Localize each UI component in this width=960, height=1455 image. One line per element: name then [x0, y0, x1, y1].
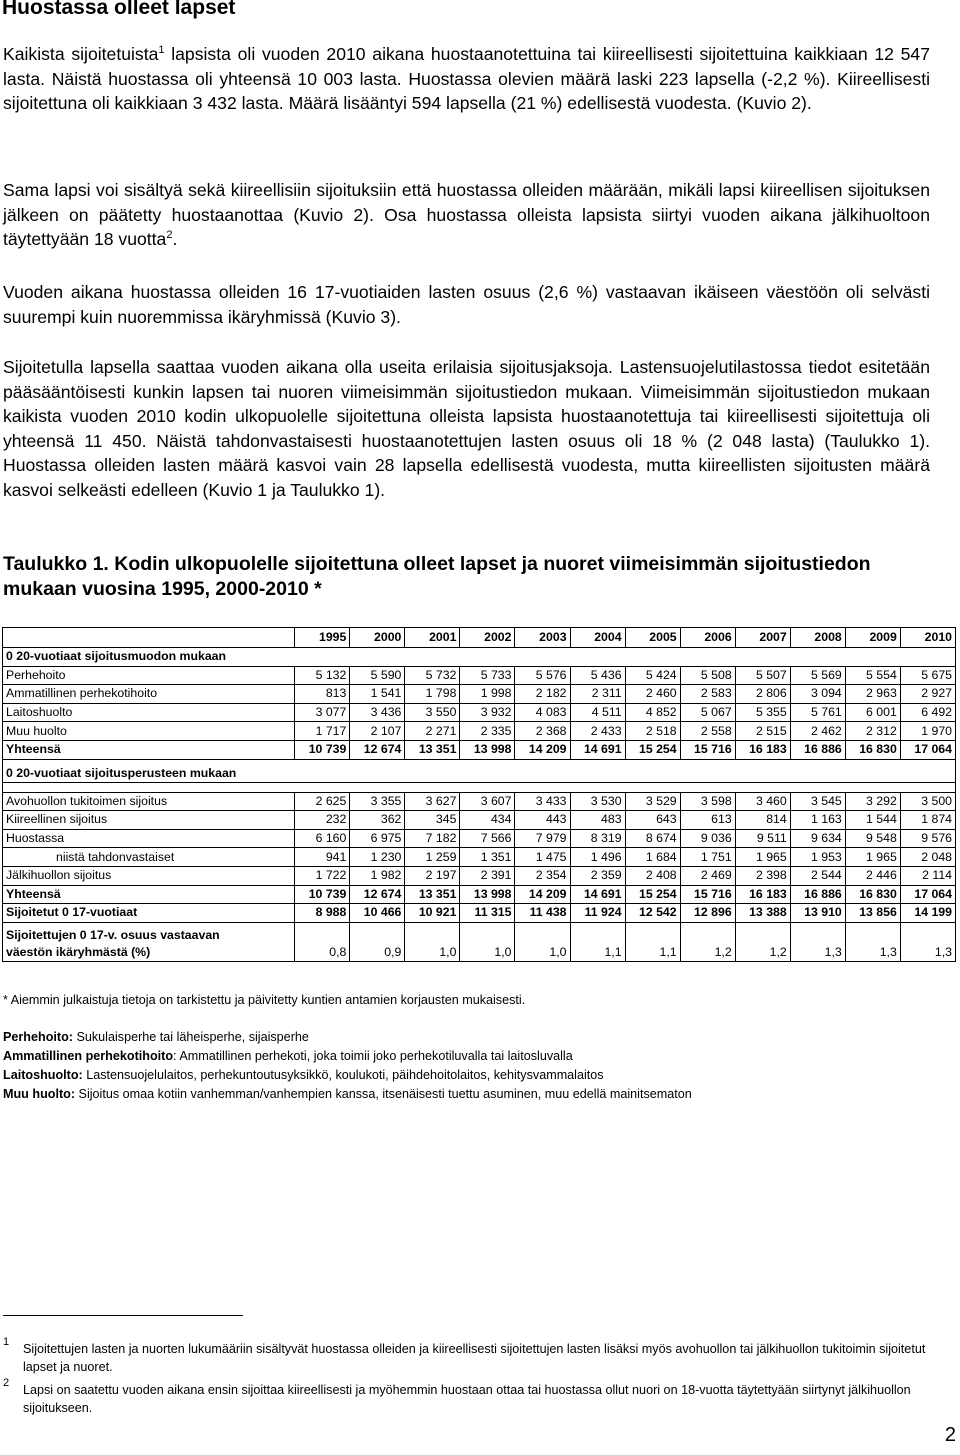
- paragraph-2: [3, 178, 930, 252]
- table-row: [3, 885, 956, 904]
- row-label-text: Jälkihuollon sijoitus: [6, 868, 112, 883]
- table-cell: 10 739: [295, 885, 350, 904]
- table-cell: 16 183: [735, 885, 790, 904]
- table-cell: 16 830: [845, 885, 900, 904]
- table-cell: 2 433: [570, 722, 625, 741]
- table-cell: 5 569: [790, 666, 845, 685]
- footnote-2-mark: 2: [3, 1377, 10, 1389]
- definition-term: Laitoshuolto:: [3, 1068, 83, 1082]
- table-cell: 1 982: [350, 866, 405, 885]
- table-cell: 443: [515, 811, 570, 830]
- table-row: [3, 666, 956, 685]
- table-cell: 13 388: [735, 904, 790, 923]
- table-row: [3, 685, 956, 704]
- definition-text: : Ammatillinen perhekoti, joka toimii joko perhekotiluvalla tai laitosluvalla: [173, 1049, 573, 1063]
- footnote-2: [3, 1377, 938, 1417]
- table-cell: 2 469: [680, 866, 735, 885]
- table-cell: 1 965: [735, 848, 790, 867]
- table-cell: 5 590: [350, 666, 405, 685]
- table-cell: 1 684: [625, 848, 680, 867]
- table-cell: 14 691: [570, 885, 625, 904]
- table-row: [3, 866, 956, 885]
- table-cell: 2 312: [845, 722, 900, 741]
- row-label: Muu huolto: [3, 722, 295, 741]
- table-cell: 2 963: [845, 685, 900, 704]
- table-row: [3, 703, 956, 722]
- paragraph-4: Sijoitetulla lapsella saattaa vuoden aikana olla useita erilaisia sijoitusjaksoja. Lastensuojelutilastossa tiedot esitetään pääsääntöisesti kunkin lapsen tai nuoren viimeisimmän sijoitustiedon mukaan. Viimeisimmän sijoitustiedon mukaan kaikista vuoden 2010 kodin ulkopuolelle sijoitettuna olleista lapsista huostaanotettuja tai kiireellisesti sijoitettuja oli yhteensä 11 450. Näistä tahdonvastaisesti huostaanotettujen lasten osuus oli 18 % (2 048 lasta) (Taulukko 1). Huostassa olleiden lasten määrä kasvoi vain 28 lapsella edellisestä vuodesta, mutta kiireellisten sijoitusten määrä kasvoi selkeästi edelleen (Kuvio 1 ja Taulukko 1).: [3, 357, 930, 500]
- year-header: 2007: [735, 628, 790, 648]
- table-row: [3, 811, 956, 830]
- table-cell: 1,1: [570, 922, 625, 961]
- table-cell: 2 518: [625, 722, 680, 741]
- row-label: [3, 848, 295, 867]
- table-cell: 2 408: [625, 866, 680, 885]
- table-cell: 5 424: [625, 666, 680, 685]
- table-cell: 5 067: [680, 703, 735, 722]
- table-cell: 4 852: [625, 703, 680, 722]
- table-cell: 5 507: [735, 666, 790, 685]
- table-cell: 1 874: [900, 811, 955, 830]
- year-header: 2009: [845, 628, 900, 648]
- table-cell: 1 351: [460, 848, 515, 867]
- table-caption-label: Taulukko 1.: [3, 553, 109, 575]
- year-header: 2001: [405, 628, 460, 648]
- table-cell: 13 351: [405, 885, 460, 904]
- table-cell: 17 064: [900, 885, 955, 904]
- definition-text: Lastensuojelulaitos, perhekuntoutusyksikkö, koulukoti, päihdehoitolaitos, kehitysvammalaitos: [82, 1068, 604, 1082]
- table-cell: 2 182: [515, 685, 570, 704]
- definition-term: Ammatillinen perhekotihoito: [3, 1049, 174, 1063]
- table-cell: 11 438: [515, 904, 570, 923]
- table-cell: 10 739: [295, 740, 350, 759]
- table-cell: 1,0: [460, 922, 515, 961]
- table-cell: 362: [350, 811, 405, 830]
- table-cell: 0,9: [350, 922, 405, 961]
- table-row: [3, 722, 956, 741]
- row-label-text: Huostassa: [6, 831, 65, 846]
- table-cell: 3 530: [570, 792, 625, 811]
- table-cell: 5 436: [570, 666, 625, 685]
- table-row: [3, 904, 956, 923]
- table-cell: 3 355: [350, 792, 405, 811]
- definition-term: Muu huolto:: [3, 1087, 76, 1101]
- row-label-text: Sijoitetut 0 17-vuotiaat: [6, 905, 138, 920]
- table-cell: 3 077: [295, 703, 350, 722]
- table-cell: 1,2: [680, 922, 735, 961]
- table-cell: 3 433: [515, 792, 570, 811]
- table-cell: 1 970: [900, 722, 955, 741]
- footnote-ref-2: 2: [166, 229, 173, 242]
- table-cell: 14 209: [515, 885, 570, 904]
- table-cell: 1 163: [790, 811, 845, 830]
- table-cell: 9 634: [790, 829, 845, 848]
- table-cell: 813: [295, 685, 350, 704]
- table-cell: 16 886: [790, 740, 845, 759]
- row-label-text: Yhteensä: [6, 886, 61, 901]
- table-cell: 941: [295, 848, 350, 867]
- table-cell: 814: [735, 811, 790, 830]
- paragraph-1: [3, 42, 930, 116]
- table-cell: 1,0: [405, 922, 460, 961]
- table-cell: 2 806: [735, 685, 790, 704]
- table-cell: 3 292: [845, 792, 900, 811]
- table-cell: 11 924: [570, 904, 625, 923]
- table-cell: 2 311: [570, 685, 625, 704]
- table-cell: 9 576: [900, 829, 955, 848]
- data-table: [2, 627, 956, 962]
- table-cell: 6 492: [900, 703, 955, 722]
- table-cell: 2 271: [405, 722, 460, 741]
- table-cell: 483: [570, 811, 625, 830]
- table-cell: 643: [625, 811, 680, 830]
- table-cell: 2 544: [790, 866, 845, 885]
- table-caption: [3, 552, 903, 602]
- row-label: Ammatillinen perhekotihoito: [3, 685, 295, 704]
- year-header: 2002: [460, 628, 515, 648]
- table-cell: 16 830: [845, 740, 900, 759]
- table-cell: 2 335: [460, 722, 515, 741]
- table-cell: 1,3: [790, 922, 845, 961]
- table-cell: 12 674: [350, 740, 405, 759]
- table-cell: 2 460: [625, 685, 680, 704]
- table-cell: 15 254: [625, 740, 680, 759]
- table-section-row: [3, 759, 956, 782]
- table-cell: 2 114: [900, 866, 955, 885]
- definition-term: Perhehoito:: [3, 1030, 73, 1044]
- table-cell: 12 896: [680, 904, 735, 923]
- year-header: 2000: [350, 628, 405, 648]
- row-label: [3, 811, 295, 830]
- row-label: [3, 866, 295, 885]
- page-number: 2: [944, 1424, 956, 1446]
- table-cell: 8 674: [625, 829, 680, 848]
- year-header: 2005: [625, 628, 680, 648]
- table-cell: 345: [405, 811, 460, 830]
- table-cell: 2 197: [405, 866, 460, 885]
- table-cell: 7 566: [460, 829, 515, 848]
- definition-item: [3, 1066, 692, 1085]
- definition-item: [3, 1028, 692, 1047]
- paragraph-1-text-b: lapsista oli vuoden 2010 aikana huostaanotettuina tai kiireellisesti sijoitettuina kaikkiaan 12 547 lasta. Näistä huostassa oli yhteensä 10 003 lasta. Huostassa olevien määrä laski 223 lapsella (-2,2 %). Kiireellisesti sijoitettuna oli kaikkiaan 3 432 lasta. Määrä lisääntyi 594 lapsella (21 %) edellisestä vuodesta. (Kuvio 2).: [3, 44, 930, 113]
- table-cell: 3 529: [625, 792, 680, 811]
- footnote-divider: [3, 1315, 243, 1316]
- table-cell: 16 183: [735, 740, 790, 759]
- table-cell: 7 182: [405, 829, 460, 848]
- section-heading: 0 20-vuotiaat sijoitusperusteen mukaan: [3, 759, 956, 782]
- table-cell: 1 965: [845, 848, 900, 867]
- year-header: 2006: [680, 628, 735, 648]
- table-spacer-row: [3, 782, 956, 792]
- table-cell: 17 064: [900, 740, 955, 759]
- table-cell: 3 550: [405, 703, 460, 722]
- spacer-cell: [3, 782, 956, 792]
- row-label: Yhteensä: [3, 740, 295, 759]
- row-label-text: niistä tahdonvastaiset: [56, 849, 175, 864]
- table-cell: 13 351: [405, 740, 460, 759]
- footnote-1-text: Sijoitettujen lasten ja nuorten lukumääriin sisältyvät huostassa olleiden ja kiireellisesti sijoitettujen lasten lisäksi myös avohuollon tai jälkihuollon tukitoimin sijoitetut lapset ja nuoret.: [23, 1342, 926, 1374]
- table-cell: 1 722: [295, 866, 350, 885]
- ratio-label-line-2: väestön ikäryhmästä (%): [6, 944, 151, 959]
- table-cell: 1 953: [790, 848, 845, 867]
- table-cell: 2 625: [295, 792, 350, 811]
- table-cell: 2 927: [900, 685, 955, 704]
- table-cell: 9 511: [735, 829, 790, 848]
- table-cell: 16 886: [790, 885, 845, 904]
- table-row: [3, 740, 956, 759]
- table-cell: 3 627: [405, 792, 460, 811]
- table-cell: 1,1: [625, 922, 680, 961]
- table-cell: 3 607: [460, 792, 515, 811]
- table-cell: 6 160: [295, 829, 350, 848]
- table-cell: 5 554: [845, 666, 900, 685]
- row-label-text: Avohuollon tukitoimen sijoitus: [6, 793, 168, 808]
- ratio-label-line-1: Sijoitettujen 0 17-v. osuus vastaavan: [6, 927, 220, 942]
- table-cell: 9 036: [680, 829, 735, 848]
- table-cell: 1 230: [350, 848, 405, 867]
- table-cell: 6 001: [845, 703, 900, 722]
- table-header-row: [3, 628, 956, 648]
- table-cell: 613: [680, 811, 735, 830]
- paragraph-2-text-a: Sama lapsi voi sisältyä sekä kiireellisiin sijoituksiin että huostassa olleiden määrään, mikäli lapsi kiireellisen sijoituksen jälkeen on päätetty huostaanottaa (Kuvio 2). Osa huostassa olleista lapsista siirtyi vuoden aikana jälkihuoltoon täytettyään 18 vuotta: [3, 180, 930, 249]
- table-cell: 13 910: [790, 904, 845, 923]
- paragraph-3: Vuoden aikana huostassa olleiden 16 17-vuotiaiden lasten osuus (2,6 %) vastaavan ikäiseen väestöön oli selvästi suurempi kuin nuoremmissa ikäryhmissä (Kuvio 3).: [3, 282, 930, 327]
- year-header: 1995: [295, 628, 350, 648]
- table-cell: 8 988: [295, 904, 350, 923]
- table-cell: 5 508: [680, 666, 735, 685]
- table-cell: 2 583: [680, 685, 735, 704]
- table-cell: 11 315: [460, 904, 515, 923]
- table-cell: 2 368: [515, 722, 570, 741]
- table-cell: 15 254: [625, 885, 680, 904]
- table-ratio-row: [3, 922, 956, 961]
- table-cell: 1 544: [845, 811, 900, 830]
- table-cell: 9 548: [845, 829, 900, 848]
- definition-item: [3, 1085, 692, 1104]
- page-title: Huostassa olleet lapset: [2, 0, 236, 19]
- table-cell: 1 496: [570, 848, 625, 867]
- year-header: 2008: [790, 628, 845, 648]
- table-cell: 10 921: [405, 904, 460, 923]
- ratio-label: [3, 922, 295, 961]
- row-label: [3, 829, 295, 848]
- table-cell: 10 466: [350, 904, 405, 923]
- table-cell: 1 798: [405, 685, 460, 704]
- table-cell: 5 675: [900, 666, 955, 685]
- definitions-list: [3, 1028, 692, 1104]
- table-cell: 5 132: [295, 666, 350, 685]
- table-body: [3, 628, 956, 962]
- table-cell: 8 319: [570, 829, 625, 848]
- table-section-row: [3, 648, 956, 667]
- definition-item: [3, 1047, 692, 1066]
- table-cell: 5 733: [460, 666, 515, 685]
- table-row: [3, 848, 956, 867]
- year-header: 2004: [570, 628, 625, 648]
- row-label: [3, 904, 295, 923]
- table-cell: 1,2: [735, 922, 790, 961]
- table-cell: 1 541: [350, 685, 405, 704]
- table-cell: 6 975: [350, 829, 405, 848]
- table-cell: 1 751: [680, 848, 735, 867]
- row-label: [3, 885, 295, 904]
- table-cell: 1 259: [405, 848, 460, 867]
- table-cell: 2 462: [790, 722, 845, 741]
- table-cell: 3 094: [790, 685, 845, 704]
- table-cell: 2 515: [735, 722, 790, 741]
- table-cell: 14 209: [515, 740, 570, 759]
- table-cell: 0,8: [295, 922, 350, 961]
- table-cell: 2 354: [515, 866, 570, 885]
- table-cell: 12 542: [625, 904, 680, 923]
- table-cell: 434: [460, 811, 515, 830]
- footnote-1-mark: 1: [3, 1336, 10, 1348]
- table-cell: 3 436: [350, 703, 405, 722]
- table-cell: 3 545: [790, 792, 845, 811]
- table-cell: 3 500: [900, 792, 955, 811]
- table-caption-text: Kodin ulkopuolelle sijoitettuna olleet lapset ja nuoret viimeisimmän sijoitustiedon mukaan vuosina 1995, 2000-2010 *: [3, 553, 871, 600]
- table-cell: 2 446: [845, 866, 900, 885]
- footnote-ref-1: 1: [158, 44, 165, 57]
- definition-text: Sukulaisperhe tai läheisperhe, sijaisperhe: [72, 1030, 309, 1044]
- table-cell: 1 475: [515, 848, 570, 867]
- table-cell: 3 460: [735, 792, 790, 811]
- table-cell: 1 998: [460, 685, 515, 704]
- table-cell: 15 716: [680, 885, 735, 904]
- table-cell: 1,3: [845, 922, 900, 961]
- table-row: [3, 792, 956, 811]
- table-header-empty: [3, 628, 295, 648]
- table-cell: 5 576: [515, 666, 570, 685]
- table-cell: 5 355: [735, 703, 790, 722]
- footnote-1: [3, 1336, 938, 1376]
- table-cell: 14 199: [900, 904, 955, 923]
- paragraph-2-text-b: .: [172, 229, 178, 249]
- paragraph-1-text-a: Kaikista sijoitetuista: [3, 44, 159, 64]
- table-cell: 1,3: [900, 922, 955, 961]
- table-cell: 3 932: [460, 703, 515, 722]
- table-cell: 1 717: [295, 722, 350, 741]
- section-heading: 0 20-vuotiaat sijoitusmuodon mukaan: [3, 648, 956, 667]
- definition-text: Sijoitus omaa kotiin vanhemman/vanhempien kanssa, itsenäisesti tuettu asuminen, muu edellä mainitsematon: [75, 1087, 692, 1101]
- table-note: * Aiemmin julkaistuja tietoja on tarkistettu ja päivitetty kuntien antamien korjausten mukaisesti.: [3, 993, 526, 1007]
- table-cell: 5 761: [790, 703, 845, 722]
- table-cell: 2 107: [350, 722, 405, 741]
- table-cell: 13 856: [845, 904, 900, 923]
- table-cell: 14 691: [570, 740, 625, 759]
- table-cell: 5 732: [405, 666, 460, 685]
- table-cell: 7 979: [515, 829, 570, 848]
- table-cell: 2 558: [680, 722, 735, 741]
- footnote-2-text: Lapsi on saatettu vuoden aikana ensin sijoittaa kiireellisesti ja myöhemmin huostaan ottaa tai huostassa ollut nuori on 18-vuotta täytettyään siirtynyt jälkihuollon sijoitukseen.: [23, 1383, 911, 1415]
- table-cell: 232: [295, 811, 350, 830]
- row-label: Laitoshuolto: [3, 703, 295, 722]
- table-cell: 13 998: [460, 885, 515, 904]
- table-cell: 2 391: [460, 866, 515, 885]
- table-cell: 13 998: [460, 740, 515, 759]
- year-header: 2003: [515, 628, 570, 648]
- table-row: [3, 829, 956, 848]
- table-cell: 4 511: [570, 703, 625, 722]
- table-cell: 3 598: [680, 792, 735, 811]
- table-cell: 15 716: [680, 740, 735, 759]
- table-cell: 2 048: [900, 848, 955, 867]
- year-header: 2010: [900, 628, 955, 648]
- table-cell: 1,0: [515, 922, 570, 961]
- table-cell: 4 083: [515, 703, 570, 722]
- row-label: [3, 792, 295, 811]
- row-label-text: Kiireellinen sijoitus: [6, 812, 108, 827]
- row-label: Perhehoito: [3, 666, 295, 685]
- table-cell: 2 359: [570, 866, 625, 885]
- table-cell: 2 398: [735, 866, 790, 885]
- table-cell: 12 674: [350, 885, 405, 904]
